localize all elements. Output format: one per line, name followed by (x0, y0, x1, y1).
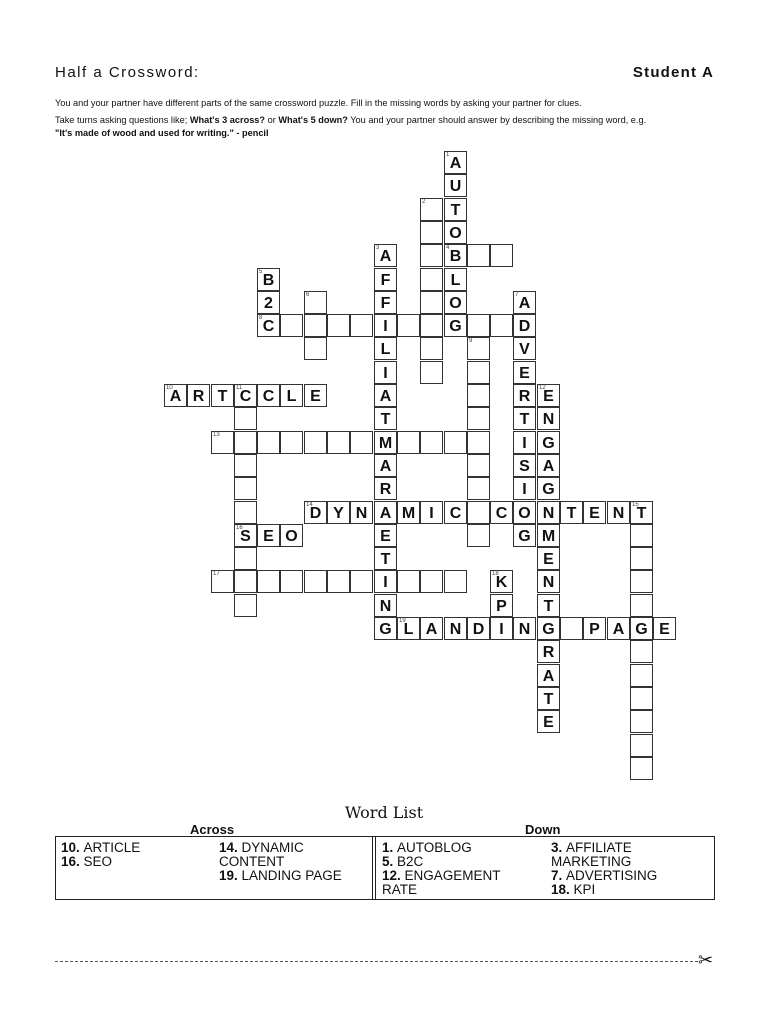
crossword-cell[interactable] (234, 384, 257, 407)
cell-letter: P (496, 598, 507, 615)
cell-letter: O (449, 225, 462, 242)
cell-letter: O (285, 528, 298, 545)
crossword-cell[interactable] (420, 244, 443, 267)
word-list-divider (372, 836, 376, 900)
crossword-cell[interactable] (397, 570, 420, 593)
cell-letter: N (379, 598, 392, 615)
cell-letter: F (380, 272, 391, 289)
cell-letter: A (425, 621, 438, 638)
crossword-cell[interactable] (467, 431, 490, 454)
cell-letter: A (542, 668, 555, 685)
cell-letter: T (543, 691, 554, 708)
cell-letter: A (379, 505, 392, 522)
crossword-cell[interactable] (234, 407, 257, 430)
crossword-cell[interactable] (537, 570, 560, 593)
crossword-cell[interactable] (234, 547, 257, 570)
crossword-cell[interactable] (350, 501, 373, 524)
cell-letter: L (286, 388, 297, 405)
cell-letter: O (449, 295, 462, 312)
cell-letter: T (519, 411, 530, 428)
cell-letter: I (499, 621, 504, 638)
crossword-cell[interactable] (467, 454, 490, 477)
crossword-cell[interactable] (537, 547, 560, 570)
crossword-cell[interactable] (374, 477, 397, 500)
crossword-cell[interactable] (583, 501, 606, 524)
crossword-cell[interactable] (420, 291, 443, 314)
clue-number: 2 (422, 199, 426, 205)
cell-letter: R (518, 388, 531, 405)
crossword-cell[interactable] (513, 524, 536, 547)
word-list-item: 16. SEO (61, 854, 113, 869)
crossword-cell[interactable] (560, 617, 583, 640)
crossword-cell[interactable] (374, 454, 397, 477)
word-list-item: 7. ADVERTISING (551, 868, 658, 883)
crossword-cell[interactable] (420, 314, 443, 337)
crossword-cell[interactable] (420, 198, 443, 221)
crossword-cell[interactable] (374, 361, 397, 384)
crossword-cell[interactable] (257, 268, 280, 291)
crossword-cell[interactable] (304, 431, 327, 454)
cell-letter: R (542, 644, 555, 661)
crossword-cell[interactable] (164, 384, 187, 407)
crossword-cell[interactable] (397, 431, 420, 454)
crossword-cell[interactable] (280, 431, 303, 454)
cell-letter: N (518, 621, 531, 638)
cell-letter: E (589, 505, 600, 522)
down-list-col-2 (551, 841, 657, 897)
crossword-cell[interactable] (374, 407, 397, 430)
cell-letter: K (495, 574, 508, 591)
cell-letter: O (518, 505, 531, 522)
cell-letter: R (379, 481, 392, 498)
crossword-cell[interactable] (444, 174, 467, 197)
crossword-cell[interactable] (420, 570, 443, 593)
cell-letter: D (518, 318, 531, 335)
crossword-cell[interactable] (444, 244, 467, 267)
clue-number: 13 (213, 432, 220, 438)
example-question-1: What's 3 across? (189, 115, 266, 125)
crossword-cell[interactable] (467, 244, 490, 267)
crossword-cell[interactable] (234, 570, 257, 593)
word-list-item: 3. AFFILIATE (551, 840, 632, 855)
crossword-cell[interactable] (374, 524, 397, 547)
crossword-cell[interactable] (630, 547, 653, 570)
crossword-cell[interactable] (280, 384, 303, 407)
clue-number: 1 (446, 152, 450, 158)
crossword-cell[interactable] (513, 337, 536, 360)
word-list-title: Word List (344, 803, 424, 822)
crossword-cell[interactable] (537, 687, 560, 710)
page-title: Half a Crossword: (55, 64, 200, 81)
crossword-cell[interactable] (350, 431, 373, 454)
cell-letter: N (542, 505, 555, 522)
cell-letter: E (310, 388, 321, 405)
cell-letter: T (636, 505, 647, 522)
crossword-cell[interactable] (187, 384, 210, 407)
clue-number: 4 (446, 245, 450, 251)
crossword-cell[interactable] (257, 431, 280, 454)
crossword-cell[interactable] (537, 664, 560, 687)
cell-letter: G (542, 481, 555, 498)
crossword-cell[interactable] (420, 431, 443, 454)
cell-letter: Y (333, 505, 344, 522)
crossword-cell[interactable] (490, 501, 513, 524)
clue-number: 5 (259, 269, 263, 275)
crossword-cell[interactable] (234, 594, 257, 617)
crossword-cell[interactable] (444, 314, 467, 337)
crossword-cell[interactable] (374, 547, 397, 570)
clue-number: 14 (306, 502, 313, 508)
crossword-cell[interactable] (444, 151, 467, 174)
crossword-cell[interactable] (607, 501, 630, 524)
cell-letter: R (192, 388, 205, 405)
crossword-cell[interactable] (467, 617, 490, 640)
cell-letter: N (612, 505, 625, 522)
cell-letter: U (449, 178, 462, 195)
crossword-cell[interactable] (374, 268, 397, 291)
clue-number: 6 (306, 292, 310, 298)
word-list-item: MARKETING (551, 854, 632, 869)
crossword-cell[interactable] (513, 361, 536, 384)
crossword-cell[interactable] (513, 501, 536, 524)
crossword-cell[interactable] (374, 617, 397, 640)
crossword-cell[interactable] (374, 594, 397, 617)
word-list-item: 14. DYNAMIC (219, 840, 304, 855)
crossword-cell[interactable] (467, 524, 490, 547)
crossword-cell[interactable] (327, 570, 350, 593)
crossword-cell[interactable] (211, 384, 234, 407)
word-list-item: 5. B2C (382, 854, 424, 869)
crossword-cell[interactable] (467, 407, 490, 430)
cell-letter: G (542, 435, 555, 452)
across-heading: Across (190, 822, 235, 837)
crossword-cell[interactable] (304, 337, 327, 360)
crossword-cell[interactable] (630, 687, 653, 710)
word-list-item: 12. ENGAGEMENT (382, 868, 501, 883)
crossword-cell[interactable] (257, 291, 280, 314)
crossword-cell[interactable] (420, 268, 443, 291)
crossword-cell[interactable] (537, 501, 560, 524)
cell-letter: C (262, 388, 275, 405)
crossword-cell[interactable] (211, 431, 234, 454)
crossword-cell[interactable] (234, 431, 257, 454)
across-list-col-2 (219, 841, 342, 883)
cell-letter: T (380, 551, 391, 568)
crossword-cell[interactable] (304, 314, 327, 337)
word-list-item: 19. LANDING PAGE (219, 868, 342, 883)
cell-letter: E (263, 528, 274, 545)
crossword-cell[interactable] (537, 640, 560, 663)
crossword-cell[interactable] (234, 524, 257, 547)
cell-letter: G (379, 621, 392, 638)
cell-letter: I (429, 505, 434, 522)
cell-letter: A (379, 388, 392, 405)
crossword-cell[interactable] (444, 617, 467, 640)
crossword-cell[interactable] (630, 617, 653, 640)
crossword-cell[interactable] (280, 524, 303, 547)
cell-letter: G (449, 318, 462, 335)
crossword-cell[interactable] (630, 757, 653, 780)
cell-letter: E (659, 621, 670, 638)
word-list-item: 1. AUTOBLOG (382, 840, 472, 855)
crossword-cell[interactable] (467, 501, 490, 524)
crossword-cell[interactable] (513, 431, 536, 454)
clue-number: 8 (259, 315, 263, 321)
cell-letter: E (519, 365, 530, 382)
crossword-cell[interactable] (420, 221, 443, 244)
clue-number: 18 (492, 571, 499, 577)
cell-letter: N (542, 411, 555, 428)
crossword-cell[interactable] (630, 570, 653, 593)
cell-letter: V (519, 341, 530, 358)
instruction-line-1: You and your partner have different parts of the same crossword puzzle. Fill in the missing words by asking your partner for clues. (55, 98, 582, 108)
cell-letter: I (383, 574, 388, 591)
crossword-cell[interactable] (630, 734, 653, 757)
cell-letter: M (378, 435, 393, 452)
clue-number: 19 (399, 618, 406, 624)
clue-number: 17 (213, 571, 220, 577)
clue-number: 10 (166, 385, 173, 391)
crossword-cell[interactable] (513, 384, 536, 407)
example-question-2: What's 5 down? (278, 115, 348, 125)
cell-letter: C (262, 318, 275, 335)
crossword-cell[interactable] (560, 501, 583, 524)
crossword-cell[interactable] (444, 501, 467, 524)
cell-letter: T (380, 411, 391, 428)
down-heading: Down (525, 822, 561, 837)
instruction-text: You and your partner should answer by describing the missing word, e.g. (347, 115, 647, 125)
cell-letter: I (522, 435, 527, 452)
cell-letter: N (449, 621, 462, 638)
cell-letter: C (495, 505, 508, 522)
crossword-cell[interactable] (467, 477, 490, 500)
crossword-cell[interactable] (467, 384, 490, 407)
cell-letter: S (519, 458, 530, 475)
crossword-cell[interactable] (467, 314, 490, 337)
crossword-cell[interactable] (327, 431, 350, 454)
clue-number: 16 (236, 525, 243, 531)
crossword-cell[interactable] (467, 337, 490, 360)
crossword-cell[interactable] (257, 314, 280, 337)
cell-letter: B (262, 272, 275, 289)
clue-number: 12 (539, 385, 546, 391)
clue-number: 15 (632, 502, 639, 508)
crossword-cell[interactable] (513, 314, 536, 337)
crossword-cell[interactable] (420, 361, 443, 384)
clue-number: 11 (236, 385, 243, 391)
cell-letter: T (543, 598, 554, 615)
crossword-cell[interactable] (280, 314, 303, 337)
crossword-cell[interactable] (211, 570, 234, 593)
crossword-cell[interactable] (257, 524, 280, 547)
crossword-cell[interactable] (397, 501, 420, 524)
crossword-cell[interactable] (374, 291, 397, 314)
down-list-col-1 (382, 841, 501, 897)
word-list-item: RATE (382, 882, 418, 897)
cell-letter: F (380, 295, 391, 312)
cell-letter: T (450, 202, 461, 219)
crossword-cell[interactable] (467, 361, 490, 384)
cell-letter: A (449, 155, 462, 172)
cell-letter: 2 (264, 295, 273, 312)
word-list-item: CONTENT (219, 854, 285, 869)
cell-letter: G (542, 621, 555, 638)
instruction-text: or (265, 115, 279, 125)
crossword-cell[interactable] (537, 477, 560, 500)
cell-letter: P (589, 621, 600, 638)
crossword-cell[interactable] (327, 501, 350, 524)
word-list-item: 10. ARTICLE (61, 840, 141, 855)
crossword-cell[interactable] (630, 594, 653, 617)
cell-letter: S (240, 528, 251, 545)
cell-letter: L (380, 341, 391, 358)
crossword-cell[interactable] (234, 477, 257, 500)
crossword-cell[interactable] (374, 337, 397, 360)
crossword-cell[interactable] (630, 710, 653, 733)
crossword-cell[interactable] (630, 664, 653, 687)
crossword-cell[interactable] (537, 524, 560, 547)
crossword-cell[interactable] (513, 454, 536, 477)
cell-letter: A (379, 248, 392, 265)
crossword-cell[interactable] (420, 337, 443, 360)
crossword-cell[interactable] (374, 384, 397, 407)
crossword-cell[interactable] (513, 291, 536, 314)
scissors-icon: ✂ (698, 950, 714, 970)
crossword-cell[interactable] (630, 524, 653, 547)
crossword-cell[interactable] (490, 314, 513, 337)
crossword-cell[interactable] (234, 454, 257, 477)
crossword-cell[interactable] (444, 291, 467, 314)
crossword-cell[interactable] (304, 570, 327, 593)
crossword-cell[interactable] (537, 454, 560, 477)
crossword-cell[interactable] (374, 570, 397, 593)
crossword-cell[interactable] (607, 617, 630, 640)
crossword-cell[interactable] (280, 570, 303, 593)
clue-number: 9 (469, 338, 473, 344)
cell-letter: I (522, 481, 527, 498)
crossword-cell[interactable] (350, 570, 373, 593)
crossword-cell[interactable] (257, 384, 280, 407)
crossword-cell[interactable] (537, 710, 560, 733)
student-label: Student A (632, 64, 714, 81)
cell-letter: E (380, 528, 391, 545)
cell-letter: C (239, 388, 252, 405)
cell-letter: E (543, 551, 554, 568)
crossword-cell[interactable] (257, 570, 280, 593)
cell-letter: A (612, 621, 625, 638)
cell-letter: M (401, 505, 416, 522)
crossword-cell[interactable] (420, 617, 443, 640)
cell-letter: N (355, 505, 368, 522)
cell-letter: T (566, 505, 577, 522)
crossword-cell[interactable] (444, 570, 467, 593)
crossword-cell[interactable] (537, 431, 560, 454)
crossword-cell[interactable] (537, 594, 560, 617)
cell-letter: D (472, 621, 485, 638)
cell-letter: A (518, 295, 531, 312)
crossword-cell[interactable] (513, 407, 536, 430)
crossword-cell[interactable] (374, 431, 397, 454)
cell-letter: E (543, 388, 554, 405)
crossword-cell[interactable] (490, 617, 513, 640)
crossword-cell[interactable] (304, 291, 327, 314)
crossword-cell[interactable] (537, 617, 560, 640)
example-answer: "It's made of wood and used for writing." - pencil (55, 128, 269, 138)
crossword-cell[interactable] (490, 594, 513, 617)
crossword-cell[interactable] (630, 501, 653, 524)
crossword-cell[interactable] (513, 617, 536, 640)
cell-letter: G (635, 621, 648, 638)
cell-letter: A (379, 458, 392, 475)
crossword-cell[interactable] (537, 407, 560, 430)
crossword-cell[interactable] (444, 431, 467, 454)
crossword-cell[interactable] (444, 268, 467, 291)
cell-letter: D (309, 505, 322, 522)
cell-letter: C (449, 505, 462, 522)
crossword-cell[interactable] (304, 501, 327, 524)
cell-letter: M (541, 528, 556, 545)
clue-number: 7 (515, 292, 519, 298)
crossword-cell[interactable] (304, 384, 327, 407)
crossword-cell[interactable] (537, 384, 560, 407)
cell-letter: B (449, 248, 462, 265)
crossword-cell[interactable] (630, 640, 653, 663)
crossword-cell[interactable] (350, 314, 373, 337)
crossword-cell[interactable] (374, 244, 397, 267)
cell-letter: L (450, 272, 461, 289)
crossword-cell[interactable] (234, 501, 257, 524)
crossword-cell[interactable] (513, 477, 536, 500)
clue-number: 3 (376, 245, 380, 251)
across-list-col-1 (61, 841, 140, 869)
cell-letter: G (518, 528, 531, 545)
crossword-cell[interactable] (583, 617, 606, 640)
cell-letter: I (383, 318, 388, 335)
instruction-text: Take turns asking questions like; (55, 115, 190, 125)
cut-line (55, 961, 698, 962)
word-list-item: 18. KPI (551, 882, 596, 897)
crossword-cell[interactable] (420, 501, 443, 524)
crossword-cell[interactable] (374, 501, 397, 524)
cell-letter: A (169, 388, 182, 405)
cell-letter: T (217, 388, 228, 405)
cell-letter: A (542, 458, 555, 475)
crossword-cell[interactable] (444, 221, 467, 244)
cell-letter: I (383, 365, 388, 382)
crossword-cell[interactable] (327, 314, 350, 337)
crossword-cell[interactable] (397, 314, 420, 337)
crossword-cell[interactable] (374, 314, 397, 337)
crossword-cell[interactable] (397, 617, 420, 640)
cell-letter: E (543, 714, 554, 731)
crossword-cell[interactable] (490, 570, 513, 593)
cell-letter: N (542, 574, 555, 591)
cell-letter: L (403, 621, 414, 638)
crossword-cell[interactable] (444, 198, 467, 221)
crossword-cell[interactable] (653, 617, 676, 640)
crossword-cell[interactable] (490, 244, 513, 267)
